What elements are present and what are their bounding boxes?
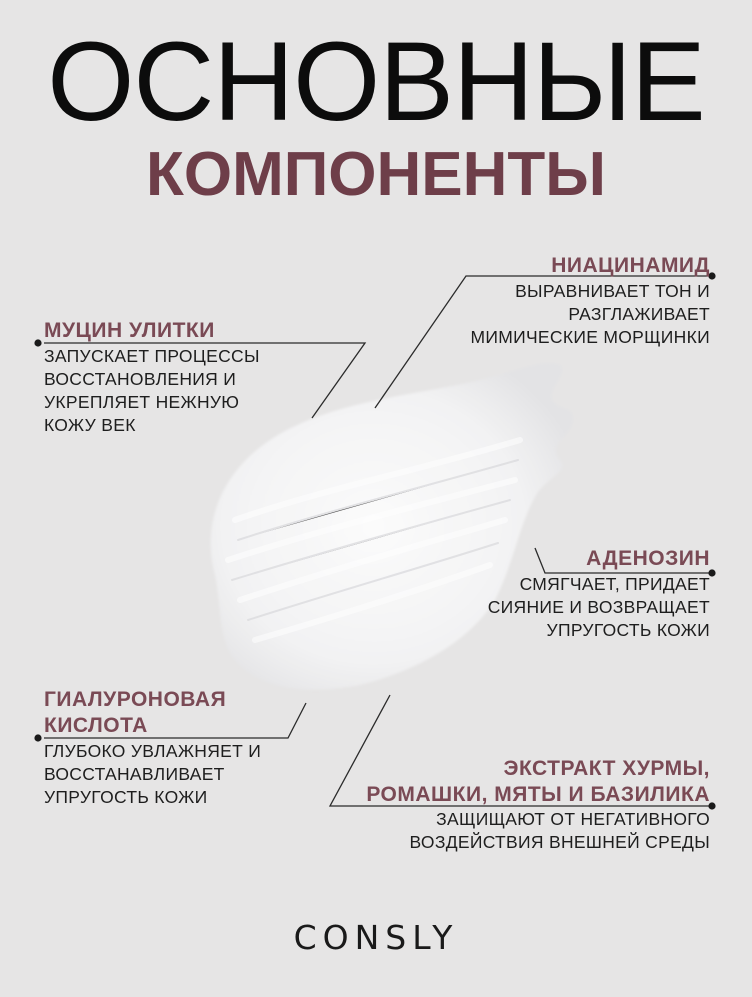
page-title: ОСНОВНЫЕ [47, 19, 705, 144]
ingredient-desc-line: СМЯГЧАЕТ, ПРИДАЕТ [519, 574, 710, 594]
ingredient-desc-line: ВОССТАНОВЛЕНИЯ И [44, 369, 237, 389]
ingredient-name-niacinamide: НИАЦИНАМИД [551, 254, 710, 277]
ingredient-desc-line: ВОССТАНАВЛИВАЕТ [44, 764, 225, 784]
ingredient-desc-line: ВЫРАВНИВАЕТ ТОН И [515, 281, 710, 301]
ingredient-desc-line: СИЯНИЕ И ВОЗВРАЩАЕТ [487, 597, 710, 617]
ingredient-desc-line: ВОЗДЕЙСТВИЯ ВНЕШНЕЙ СРЕДЫ [409, 832, 710, 852]
ingredient-desc-line: УКРЕПЛЯЕТ НЕЖНУЮ [44, 392, 240, 412]
page-subtitle: КОМПОНЕНТЫ [146, 140, 606, 209]
ingredient-desc-line: РАЗГЛАЖИВАЕТ [568, 304, 710, 324]
ingredient-desc-line: КОЖУ ВЕК [44, 415, 136, 435]
ingredient-name-hyaluronic-acid-line2: КИСЛОТА [44, 714, 148, 737]
ingredient-name-adenosine: АДЕНОЗИН [586, 547, 710, 570]
ingredient-desc-line: УПРУГОСТЬ КОЖИ [44, 787, 208, 807]
cream-smear [211, 363, 574, 690]
ingredient-name-plant-extracts-line2: РОМАШКИ, МЯТЫ И БАЗИЛИКА [366, 783, 710, 806]
ingredient-name-hyaluronic-acid: ГИАЛУРОНОВАЯ [44, 688, 227, 711]
ingredient-desc-line: ГЛУБОКО УВЛАЖНЯЕТ И [44, 741, 262, 761]
ingredient-name-plant-extracts: ЭКСТРАКТ ХУРМЫ, [503, 757, 710, 780]
ingredient-name-snail-mucin: МУЦИН УЛИТКИ [44, 319, 215, 342]
ingredient-desc-line: УПРУГОСТЬ КОЖИ [546, 620, 710, 640]
ingredient-desc-line: ЗАЩИЩАЮТ ОТ НЕГАТИВНОГО [436, 809, 710, 829]
ingredient-desc-line: ЗАПУСКАЕТ ПРОЦЕССЫ [44, 346, 260, 366]
ingredient-desc-line: МИМИЧЕСКИЕ МОРЩИНКИ [470, 327, 710, 347]
brand-logo: CONSLY [293, 918, 459, 957]
